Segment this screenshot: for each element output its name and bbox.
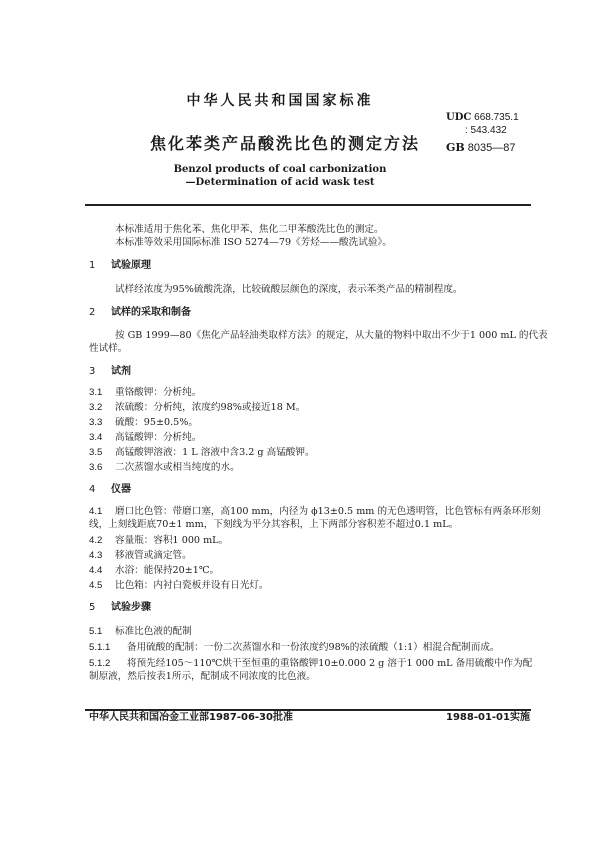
list-item: 5.1.2 将预先经105～110℃烘干至恒重的重铬酸钾10±0.000 2 g 溶于1 000 mL 备用硫酸中作为配	[89, 658, 533, 669]
list-item: 3.1 重铬酸钾：分析纯。	[89, 387, 202, 398]
section-heading: 1 试验原理	[89, 260, 151, 271]
document-title: 焦化苯类产品酸洗比色的测定方法	[150, 134, 421, 153]
approval-info: 中华人民共和国冶金工业部1987-06-30批准	[89, 712, 293, 723]
list-item: 4.3 移液管或滴定管。	[89, 550, 192, 561]
list-item: 4.4 水浴：能保持20±1℃。	[89, 565, 220, 576]
english-title-line1: Benzol products of coal carbonization	[173, 164, 387, 175]
section-heading: 2 试样的采取和制备	[89, 307, 191, 318]
udc-label: UDC	[446, 112, 472, 123]
gb-label: GB	[446, 141, 465, 154]
section-heading: 3 试剂	[89, 366, 131, 377]
list-item: 5.1.1 备用硫酸的配制：一份二次蒸馏水和一份浓度约98%的浓硫酸（1:1）相混合配制而成。	[89, 642, 500, 653]
udc-line1: 668.735.1	[474, 112, 519, 123]
list-item-continuation: 制原液，然后按表1所示，配制成不同浓度的比色液。	[89, 671, 316, 682]
udc-code	[446, 113, 519, 123]
list-item: 3.3 硫酸：95±0.5%。	[89, 417, 198, 428]
list-item: 4.1 磨口比色管：带磨口塞，高100 mm，内径为 ϕ13±0.5 mm 的无色透明管，比色管标有两条环形刻	[89, 506, 541, 517]
intro-line: 本标准等效采用国际标准 ISO 5274—79《芳烃——酸洗试验》。	[115, 237, 392, 248]
list-item: 4.5 比色箱：内衬白瓷板并设有日光灯。	[89, 580, 269, 591]
paragraph: 性试样。	[89, 343, 128, 354]
issuing-organization: 中华人民共和国国家标准	[186, 93, 374, 109]
list-item: 3.6 二次蒸馏水或相当纯度的水。	[89, 462, 240, 473]
list-item: 3.5 高锰酸钾溶液：1 L 溶液中含3.2 g 高锰酸钾。	[89, 447, 315, 458]
gb-number-value: 8035—87	[467, 142, 516, 154]
intro-line: 本标准适用于焦化苯、焦化甲苯、焦化二甲苯酸洗比色的测定。	[115, 224, 384, 235]
paragraph: 试样经浓度为95%硫酸洗涤，比较硫酸层颜色的深度，表示苯类产品的精制程度。	[115, 284, 463, 295]
english-title-line2: —Determination of acid wask test	[185, 177, 375, 188]
list-item-continuation: 线，上刻线距底70±1 mm，下刻线为平分其容积，上下两部分容积差不超过0.1 mL。	[89, 519, 459, 530]
section-heading: 5 试验步骤	[89, 602, 151, 613]
header-rule	[85, 204, 531, 206]
list-item: 4.2 容量瓶：容积1 000 mL。	[89, 535, 229, 546]
list-item: 3.4 高锰酸钾：分析纯。	[89, 432, 202, 443]
list-item: 5.1 标准比色液的配制	[89, 626, 192, 637]
footer-rule	[85, 709, 531, 711]
gb-number	[446, 142, 515, 154]
section-heading: 4 仪器	[89, 484, 131, 495]
list-item: 3.2 浓硫酸：分析纯，浓度约98%或接近18 M。	[89, 402, 306, 413]
paragraph: 按 GB 1999—80《焦化产品轻油类取样方法》的规定，从大量的物料中取出不少于1 000 mL 的代表	[115, 330, 548, 341]
udc-line2: : 543.432	[465, 125, 507, 136]
effective-date: 1988-01-01实施	[446, 712, 530, 723]
